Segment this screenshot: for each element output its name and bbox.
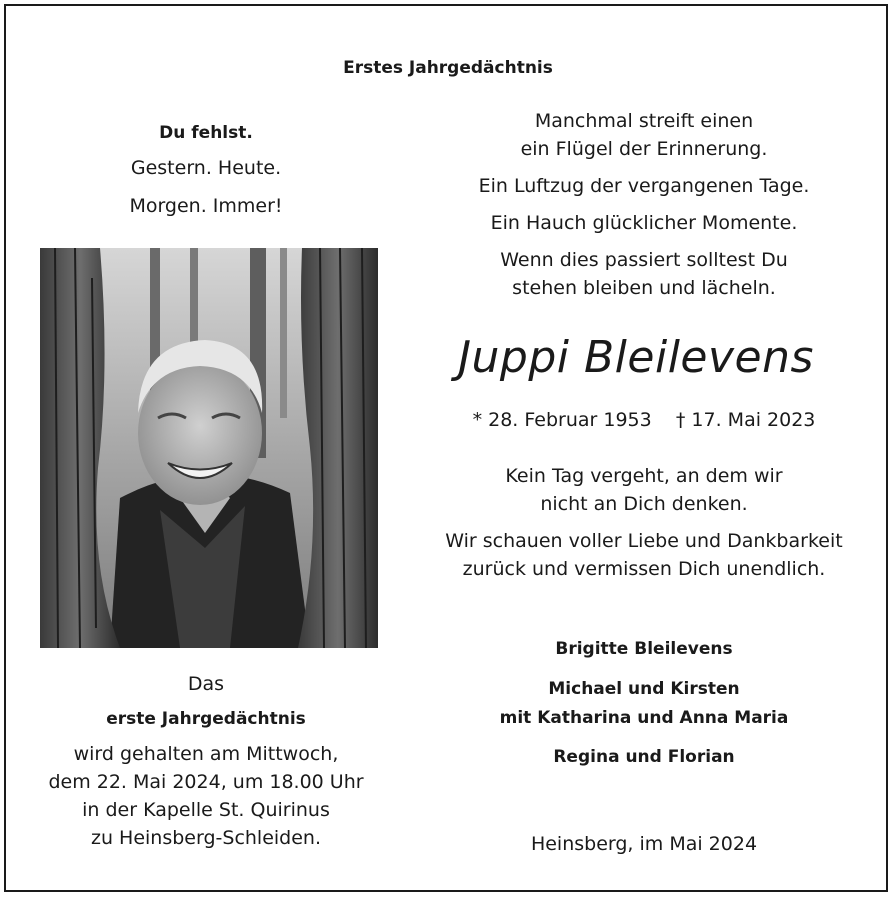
family-line-1: Brigitte Bleilevens — [555, 639, 733, 659]
poem-line-6: stehen bleiben und lächeln. — [512, 277, 776, 299]
poem-line-5: Wenn dies passiert solltest Du — [500, 249, 788, 271]
remembrance-line-2: nicht an Dich denken. — [540, 493, 748, 515]
family-line-4: Regina und Florian — [553, 747, 735, 767]
remembrance-line-4: zurück und vermissen Dich unendlich. — [462, 558, 826, 580]
service-line-4: dem 22. Mai 2024, um 18.00 Uhr — [48, 771, 364, 793]
place-date: Heinsberg, im Mai 2024 — [530, 833, 758, 855]
service-line-1: Das — [187, 673, 225, 695]
poem-line-2: ein Flügel der Erinnerung. — [520, 138, 768, 160]
service-line-2: erste Jahrgedächtnis — [106, 709, 306, 729]
quote-line-2: Gestern. Heute. — [130, 157, 282, 179]
service-line-3: wird gehalten am Mittwoch, — [73, 743, 339, 765]
family-line-2: Michael und Kirsten — [548, 679, 740, 699]
remembrance-line-3: Wir schauen voller Liebe und Dankbarkeit — [445, 530, 843, 552]
remembrance-line-1: Kein Tag vergeht, an dem wir — [505, 465, 783, 487]
portrait-photo — [40, 248, 378, 648]
life-dates: * 28. Februar 1953 † 17. Mai 2023 — [472, 409, 816, 431]
deceased-name: Juppi Bleilevens — [458, 332, 814, 383]
service-line-5: in der Kapelle St. Quirinus — [82, 799, 330, 821]
memorial-card — [4, 4, 888, 892]
portrait-illustration — [40, 248, 378, 648]
quote-line-1: Du fehlst. — [159, 123, 253, 143]
card-heading: Erstes Jahrgedächtnis — [343, 58, 553, 78]
poem-line-3: Ein Luftzug der vergangenen Tage. — [478, 175, 810, 197]
family-line-3: mit Katharina und Anna Maria — [499, 708, 789, 728]
quote-line-3: Morgen. Immer! — [129, 195, 283, 217]
poem-line-4: Ein Hauch glücklicher Momente. — [490, 212, 798, 234]
service-line-6: zu Heinsberg-Schleiden. — [90, 827, 322, 849]
poem-line-1: Manchmal streift einen — [534, 110, 754, 132]
